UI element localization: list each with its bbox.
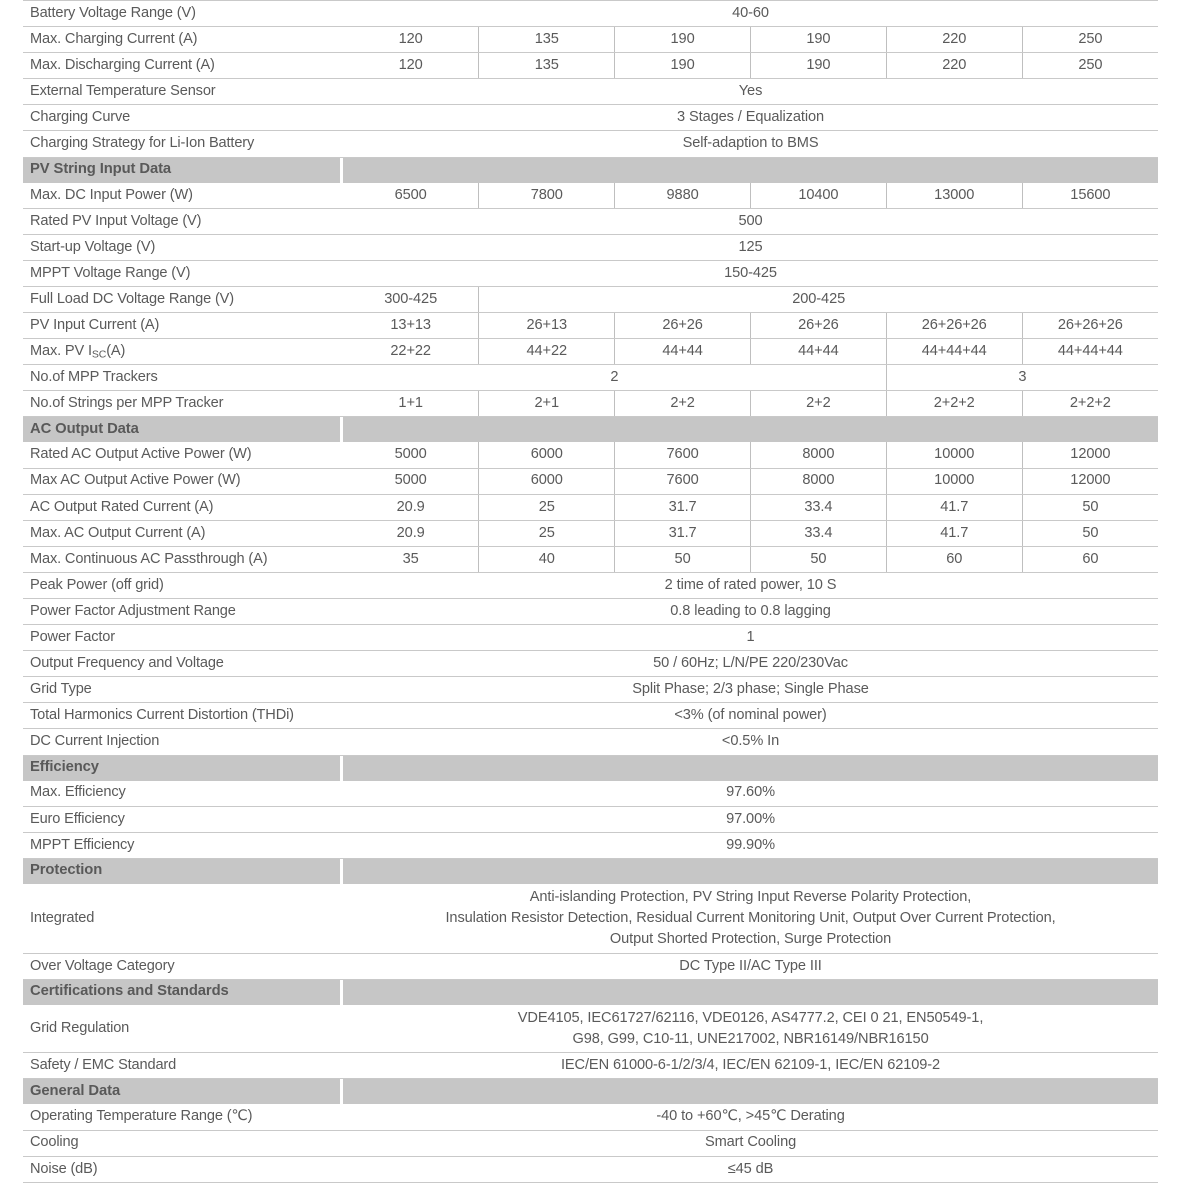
row-value: 26+26 (615, 313, 751, 339)
specification-table-body (23, 1, 1158, 1183)
row-label: Integrated (23, 883, 340, 953)
row-label: Peak Power (off grid) (23, 572, 340, 598)
row-label: Over Voltage Category (23, 953, 340, 979)
row-value: 200-425 (479, 286, 1158, 312)
row-value: 500 (343, 208, 1158, 234)
row-label: PV Input Current (A) (23, 313, 340, 339)
table-row (23, 131, 1158, 157)
row-value: 10000 (886, 468, 1022, 494)
row-label: Noise (dB) (23, 1156, 340, 1182)
table-row (23, 313, 1158, 339)
row-label: Charging Curve (23, 105, 340, 131)
section-header-band (343, 157, 1158, 182)
row-value: 7600 (615, 468, 751, 494)
row-value: 2 (343, 365, 886, 391)
row-value: 12000 (1022, 442, 1158, 468)
row-value: 125 (343, 234, 1158, 260)
row-value: 10400 (750, 182, 886, 208)
section-header-band (343, 755, 1158, 780)
row-label: Max. Continuous AC Passthrough (A) (23, 546, 340, 572)
row-value: 8000 (750, 442, 886, 468)
row-label: Power Factor Adjustment Range (23, 598, 340, 624)
row-value: 97.00% (343, 806, 1158, 832)
row-label: Safety / EMC Standard (23, 1053, 340, 1079)
row-value: 190 (750, 53, 886, 79)
table-row (23, 1156, 1158, 1182)
row-value: 15600 (1022, 182, 1158, 208)
table-row (23, 806, 1158, 832)
row-value: 250 (1022, 27, 1158, 53)
row-value: 13000 (886, 182, 1022, 208)
row-value: 190 (615, 27, 751, 53)
row-label: Max AC Output Active Power (W) (23, 468, 340, 494)
row-value: 1 (343, 625, 1158, 651)
row-value: IEC/EN 61000-6-1/2/3/4, IEC/EN 62109-1, IEC/EN 62109-2 (343, 1053, 1158, 1079)
section-header-row (23, 755, 1158, 780)
row-value: 31.7 (615, 520, 751, 546)
row-value: 20.9 (343, 520, 479, 546)
row-value: 135 (479, 27, 615, 53)
row-value: 1+1 (343, 391, 479, 417)
section-header-band (343, 979, 1158, 1004)
table-row (23, 208, 1158, 234)
section-header-label: PV String Input Data (23, 157, 340, 182)
row-label: MPPT Efficiency (23, 832, 340, 858)
row-value: <0.5% In (343, 729, 1158, 755)
row-value: 120 (343, 53, 479, 79)
row-value: 26+13 (479, 313, 615, 339)
row-value: Anti-islanding Protection, PV String Input Reverse Polarity Protection, Insulation Resistor Detection, Residual Current Monitoring Unit, Output Over Current Protection, Output Shorted Protection, Surge Protection (343, 883, 1158, 953)
row-value: <3% (of nominal power) (343, 703, 1158, 729)
table-row (23, 883, 1158, 953)
section-header-band (343, 1079, 1158, 1104)
row-value: 41.7 (886, 520, 1022, 546)
row-label: No.of MPP Trackers (23, 365, 340, 391)
row-value: 2+2+2 (886, 391, 1022, 417)
row-label: AC Output Rated Current (A) (23, 494, 340, 520)
row-value: 7600 (615, 442, 751, 468)
row-value: 0.8 leading to 0.8 lagging (343, 598, 1158, 624)
table-row (23, 651, 1158, 677)
row-value: 190 (615, 53, 751, 79)
table-row (23, 832, 1158, 858)
row-label: Output Frequency and Voltage (23, 651, 340, 677)
row-value: 250 (1022, 53, 1158, 79)
row-label: Max. Charging Current (A) (23, 27, 340, 53)
row-label: DC Current Injection (23, 729, 340, 755)
row-label: No.of Strings per MPP Tracker (23, 391, 340, 417)
table-row (23, 494, 1158, 520)
row-value: 60 (886, 546, 1022, 572)
row-value: 25 (479, 520, 615, 546)
row-value: 50 (615, 546, 751, 572)
table-row (23, 105, 1158, 131)
table-row (23, 520, 1158, 546)
row-value: 50 (1022, 494, 1158, 520)
specification-table (23, 0, 1158, 1183)
table-row (23, 1, 1158, 27)
table-row (23, 780, 1158, 806)
row-value: 35 (343, 546, 479, 572)
row-value: 2+2+2 (1022, 391, 1158, 417)
row-value: 8000 (750, 468, 886, 494)
row-value: Smart Cooling (343, 1130, 1158, 1156)
table-row (23, 1104, 1158, 1130)
row-value: 22+22 (343, 339, 479, 365)
section-header-label: AC Output Data (23, 417, 340, 442)
row-value: 44+44 (750, 339, 886, 365)
row-value: 50 / 60Hz; L/N/PE 220/230Vac (343, 651, 1158, 677)
row-value: 10000 (886, 442, 1022, 468)
row-value: 50 (750, 546, 886, 572)
table-row (23, 27, 1158, 53)
table-row (23, 442, 1158, 468)
table-row (23, 339, 1158, 365)
table-row (23, 1053, 1158, 1079)
row-value: 3 (886, 365, 1158, 391)
row-value: Self-adaption to BMS (343, 131, 1158, 157)
row-value: 2 time of rated power, 10 S (343, 572, 1158, 598)
table-row (23, 53, 1158, 79)
row-value: 50 (1022, 520, 1158, 546)
table-row (23, 391, 1158, 417)
row-label: Start-up Voltage (V) (23, 234, 340, 260)
row-value: 6000 (479, 468, 615, 494)
section-header-label: Protection (23, 858, 340, 883)
row-value: 33.4 (750, 520, 886, 546)
row-value: 44+44+44 (886, 339, 1022, 365)
table-row (23, 677, 1158, 703)
row-label: External Temperature Sensor (23, 79, 340, 105)
table-row (23, 79, 1158, 105)
row-value: ≤45 dB (343, 1156, 1158, 1182)
row-label: Max. PV $I_{SC}(A)$ (23, 339, 340, 365)
table-row (23, 703, 1158, 729)
row-value: 40 (479, 546, 615, 572)
row-label: Grid Regulation (23, 1004, 340, 1052)
row-value: 6000 (479, 442, 615, 468)
row-label: Cooling (23, 1130, 340, 1156)
table-row (23, 1004, 1158, 1052)
row-value: Split Phase; 2/3 phase; Single Phase (343, 677, 1158, 703)
row-label: Operating Temperature Range (℃) (23, 1104, 340, 1130)
row-value: 26+26 (750, 313, 886, 339)
row-value: 97.60% (343, 780, 1158, 806)
table-row (23, 1130, 1158, 1156)
row-value: 2+2 (615, 391, 751, 417)
row-value: 5000 (343, 468, 479, 494)
row-label: Rated PV Input Voltage (V) (23, 208, 340, 234)
table-row (23, 234, 1158, 260)
row-value: 2+1 (479, 391, 615, 417)
section-header-band (343, 417, 1158, 442)
row-label: Full Load DC Voltage Range (V) (23, 286, 340, 312)
row-value: 7800 (479, 182, 615, 208)
row-label: Charging Strategy for Li-Ion Battery (23, 131, 340, 157)
table-row (23, 625, 1158, 651)
row-value: 300-425 (343, 286, 479, 312)
row-value: VDE4105, IEC61727/62116, VDE0126, AS4777.2, CEI 0 21, EN50549-1, G98, G99, C10-11, UNE217002, NBR16149/NBR16150 (343, 1004, 1158, 1052)
row-value: 26+26+26 (886, 313, 1022, 339)
row-value: 99.90% (343, 832, 1158, 858)
row-label: Max. Discharging Current (A) (23, 53, 340, 79)
table-row (23, 286, 1158, 312)
row-value: 6500 (343, 182, 479, 208)
row-value: 190 (750, 27, 886, 53)
row-value: 20.9 (343, 494, 479, 520)
row-label: MPPT Voltage Range (V) (23, 260, 340, 286)
section-header-row (23, 979, 1158, 1004)
row-value: 150-425 (343, 260, 1158, 286)
row-value: 220 (886, 53, 1022, 79)
table-row (23, 182, 1158, 208)
row-value: 40-60 (343, 1, 1158, 27)
row-value: DC Type II/AC Type III (343, 953, 1158, 979)
row-value: 26+26+26 (1022, 313, 1158, 339)
row-label: Max. DC Input Power (W) (23, 182, 340, 208)
row-label: Power Factor (23, 625, 340, 651)
row-value: -40 to +60℃, >45℃ Derating (343, 1104, 1158, 1130)
row-value: 9880 (615, 182, 751, 208)
table-row (23, 365, 1158, 391)
section-header-row (23, 858, 1158, 883)
row-label: Total Harmonics Current Distortion (THDi) (23, 703, 340, 729)
row-value: 135 (479, 53, 615, 79)
table-row (23, 468, 1158, 494)
table-row (23, 572, 1158, 598)
row-value: 220 (886, 27, 1022, 53)
row-value: 41.7 (886, 494, 1022, 520)
table-row (23, 729, 1158, 755)
section-header-band (343, 858, 1158, 883)
row-value: 44+22 (479, 339, 615, 365)
section-header-row (23, 417, 1158, 442)
table-row (23, 546, 1158, 572)
row-value: 2+2 (750, 391, 886, 417)
row-value: 60 (1022, 546, 1158, 572)
row-value: 31.7 (615, 494, 751, 520)
row-value: Yes (343, 79, 1158, 105)
section-header-label: Efficiency (23, 755, 340, 780)
row-value: 13+13 (343, 313, 479, 339)
row-value: 25 (479, 494, 615, 520)
row-label: Grid Type (23, 677, 340, 703)
row-value: 33.4 (750, 494, 886, 520)
row-value: 44+44 (615, 339, 751, 365)
row-value: 120 (343, 27, 479, 53)
row-label: Max. Efficiency (23, 780, 340, 806)
table-row (23, 598, 1158, 624)
row-value: 44+44+44 (1022, 339, 1158, 365)
section-header-label: Certifications and Standards (23, 979, 340, 1004)
table-row (23, 260, 1158, 286)
row-label: Battery Voltage Range (V) (23, 1, 340, 27)
section-header-row (23, 1079, 1158, 1104)
section-header-label: General Data (23, 1079, 340, 1104)
row-label: Euro Efficiency (23, 806, 340, 832)
row-value: 3 Stages / Equalization (343, 105, 1158, 131)
row-value: 5000 (343, 442, 479, 468)
row-label: Max. AC Output Current (A) (23, 520, 340, 546)
row-label: Rated AC Output Active Power (W) (23, 442, 340, 468)
section-header-row (23, 157, 1158, 182)
table-row (23, 953, 1158, 979)
row-value: 12000 (1022, 468, 1158, 494)
